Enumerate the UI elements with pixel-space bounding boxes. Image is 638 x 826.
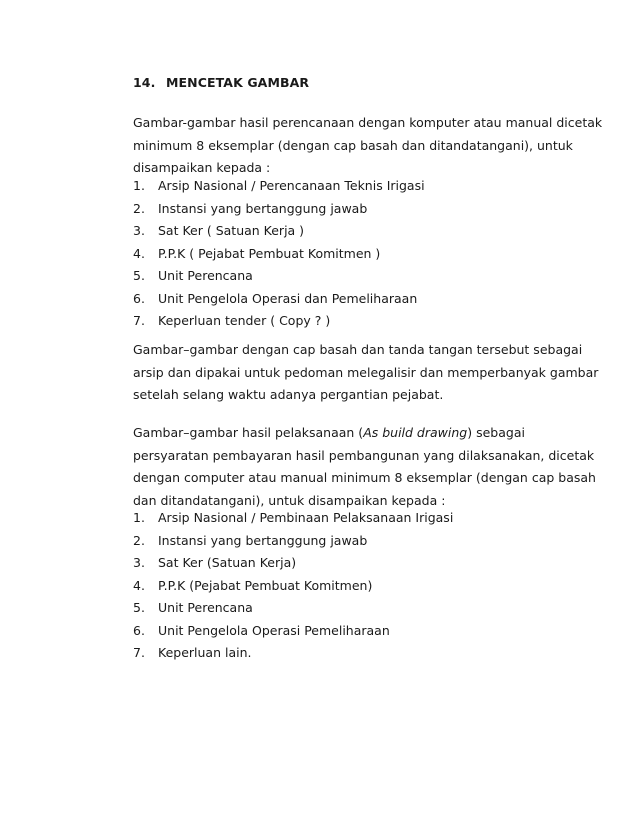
list-item: [133, 243, 513, 266]
list-item: [133, 597, 513, 620]
list-item-text: Arsip Nasional / Pembinaan Pelaksanaan Irigasi: [158, 510, 454, 525]
list-item-text: Unit Perencana: [158, 268, 253, 283]
list-item-text: Unit Pengelola Operasi dan Pemeliharaan: [158, 290, 418, 306]
paragraph-line: dan ditandatangani), untuk disampaikan kepada :: [133, 492, 446, 508]
list-item-number: 1.: [133, 510, 145, 525]
paragraph-line-mixed: [133, 422, 525, 445]
list-item-number: 5.: [133, 600, 145, 615]
list-item-number: 4.: [133, 577, 145, 593]
paragraph-text: Gambar–gambar hasil pelaksanaan (: [133, 425, 364, 440]
paragraph-line: Gambar–gambar dengan cap basah dan tanda tangan tersebut sebagai: [133, 342, 583, 357]
list-item-text: Instansi yang bertanggung jawab: [158, 200, 368, 216]
section-number: 14.: [133, 75, 156, 90]
list-item-text: P.P.K (Pejabat Pembuat Komitmen): [158, 577, 373, 593]
paragraph-line: Gambar-gambar hasil perencanaan dengan komputer atau manual dicetak: [133, 115, 603, 130]
section-heading: [133, 75, 309, 90]
paragraph-line: dengan computer atau manual minimum 8 eksemplar (dengan cap basah: [133, 470, 596, 485]
list-item: [133, 507, 513, 530]
paragraph-text: ) sebagai: [467, 425, 525, 440]
italic-term: As build drawing: [363, 425, 468, 440]
list-item: [133, 175, 513, 198]
list-item-text: Sat Ker (Satuan Kerja): [158, 555, 297, 570]
list-item-text: P.P.K ( Pejabat Pembuat Komitmen ): [158, 245, 381, 261]
list-item-number: 3.: [133, 555, 145, 570]
paragraph-line: persyaratan pembayaran hasil pembangunan yang dilaksanakan, dicetak: [133, 447, 595, 463]
section-title: MENCETAK GAMBAR: [166, 75, 310, 90]
list-item-number: 2.: [133, 200, 145, 216]
list-item: [133, 310, 513, 333]
list-item-number: 6.: [133, 622, 145, 638]
paragraph-line: disampaikan kepada :: [133, 160, 271, 175]
list-item-number: 1.: [133, 178, 145, 193]
paragraph-line: setelah selang waktu adanya pergantian pejabat.: [133, 387, 444, 402]
list-item: [133, 198, 513, 221]
paragraph-3: [133, 422, 596, 512]
list-item-text: Unit Perencana: [158, 600, 253, 615]
list-item-number: 2.: [133, 532, 145, 548]
recipient-list-1: [133, 175, 513, 333]
list-item-text: Instansi yang bertanggung jawab: [158, 532, 368, 548]
paragraph-2: [133, 339, 599, 407]
list-item: [133, 265, 513, 288]
paragraph-line: arsip dan dipakai untuk pedoman melegalisir dan memperbanyak gambar: [133, 364, 599, 380]
list-item-number: 7.: [133, 645, 145, 660]
list-item: [133, 288, 513, 311]
list-item-number: 7.: [133, 313, 145, 328]
paragraph-1: [133, 112, 603, 180]
list-item: [133, 220, 513, 243]
list-item-text: Keperluan lain.: [158, 645, 252, 660]
list-item-text: Arsip Nasional / Perencanaan Teknis Irigasi: [158, 178, 425, 193]
list-item-text: Unit Pengelola Operasi Pemeliharaan: [158, 622, 390, 638]
list-item: [133, 620, 513, 643]
list-item-number: 3.: [133, 223, 145, 238]
list-item: [133, 575, 513, 598]
list-item: [133, 530, 513, 553]
list-item-text: Keperluan tender ( Copy ? ): [158, 313, 331, 328]
list-item: [133, 552, 513, 575]
paragraph-line: minimum 8 eksemplar (dengan cap basah dan ditandatangani), untuk: [133, 137, 573, 153]
list-item: [133, 642, 513, 665]
list-item-number: 4.: [133, 245, 145, 261]
list-item-number: 6.: [133, 290, 145, 306]
recipient-list-2: [133, 507, 513, 665]
list-item-text: Sat Ker ( Satuan Kerja ): [158, 223, 305, 238]
list-item-number: 5.: [133, 268, 145, 283]
